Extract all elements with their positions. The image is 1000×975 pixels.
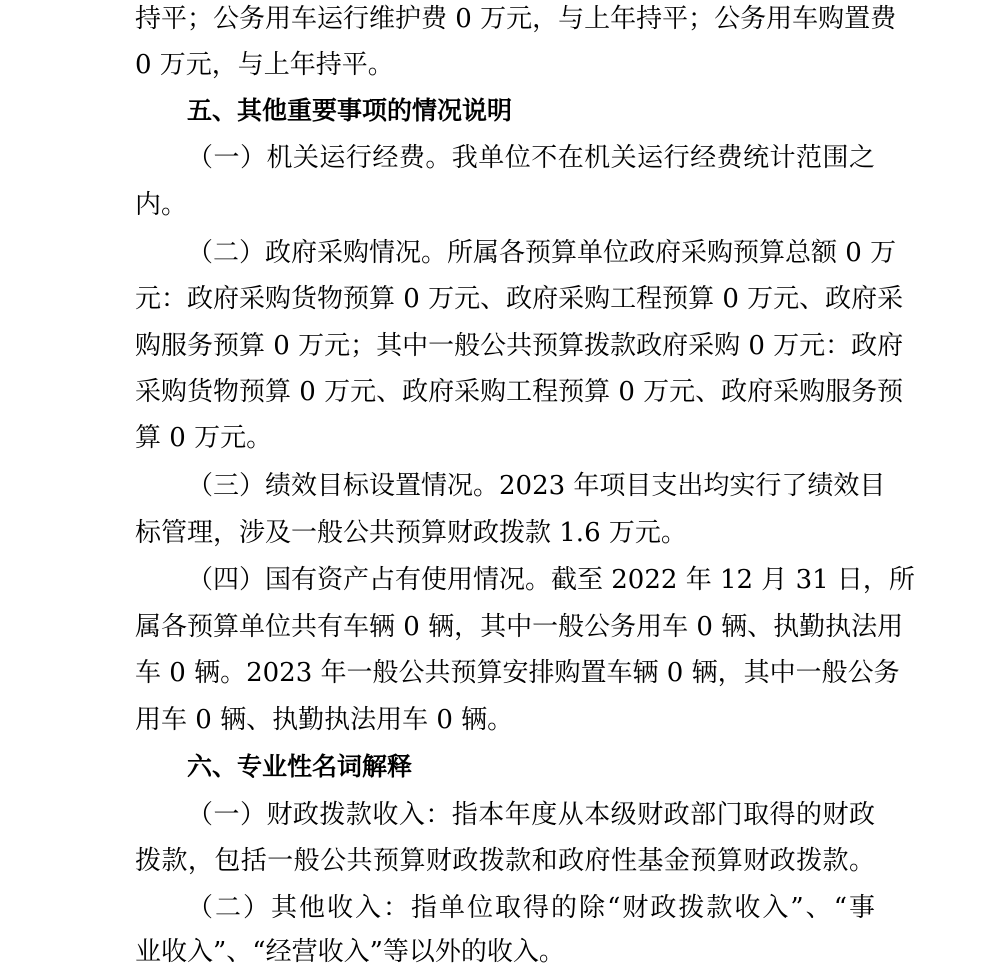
paragraph-line: 0 万元，与上年持平。 [135, 50, 394, 80]
paragraph-line: 内。 [135, 190, 188, 220]
section-heading: 五、其他重要事项的情况说明 [187, 96, 513, 125]
paragraph-line: （二）其他收入：指单位取得的除“财政拨款收入”、“事 [187, 893, 875, 923]
paragraph-line: 购服务预算 0 万元；其中一般公共预算拨款政府采购 0 万元：政府 [135, 331, 904, 361]
paragraph-line: 元：政府采购货物预算 0 万元、政府采购工程预算 0 万元、政府采 [135, 284, 904, 314]
paragraph-line: 标管理，涉及一般公共预算财政拨款 1.6 万元。 [135, 518, 687, 548]
paragraph-line: 采购货物预算 0 万元、政府采购工程预算 0 万元、政府采购服务预 [135, 377, 904, 407]
paragraph-line: 算 0 万元。 [135, 423, 273, 453]
paragraph-line: 业收入”、“经营收入”等以外的收入。 [135, 937, 565, 967]
paragraph-line: （二）政府采购情况。所属各预算单位政府采购预算总额 0 万 [187, 238, 897, 268]
paragraph-line: （四）国有资产占有使用情况。截至 2022 年 12 月 31 日，所 [187, 565, 915, 595]
paragraph-line: （一）机关运行经费。我单位不在机关运行经费统计范围之 [187, 143, 875, 173]
paragraph-line: 属各预算单位共有车辆 0 辆，其中一般公务用车 0 辆、执勤执法用 [135, 612, 904, 642]
paragraph-line: 持平；公务用车运行维护费 0 万元，与上年持平；公务用车购置费 [135, 4, 897, 34]
paragraph-line: 用车 0 辆、执勤执法用车 0 辆。 [135, 705, 514, 735]
paragraph-line: 车 0 辆。2023 年一般公共预算安排购置车辆 0 辆，其中一般公务 [135, 658, 900, 688]
paragraph-line: （一）财政拨款收入：指本年度从本级财政部门取得的财政 [187, 800, 875, 830]
paragraph-line: （三）绩效目标设置情况。2023 年项目支出均实行了绩效目 [187, 471, 886, 501]
paragraph-line: 拨款，包括一般公共预算财政拨款和政府性基金预算财政拨款。 [135, 846, 875, 876]
section-heading: 六、专业性名词解释 [187, 752, 413, 781]
